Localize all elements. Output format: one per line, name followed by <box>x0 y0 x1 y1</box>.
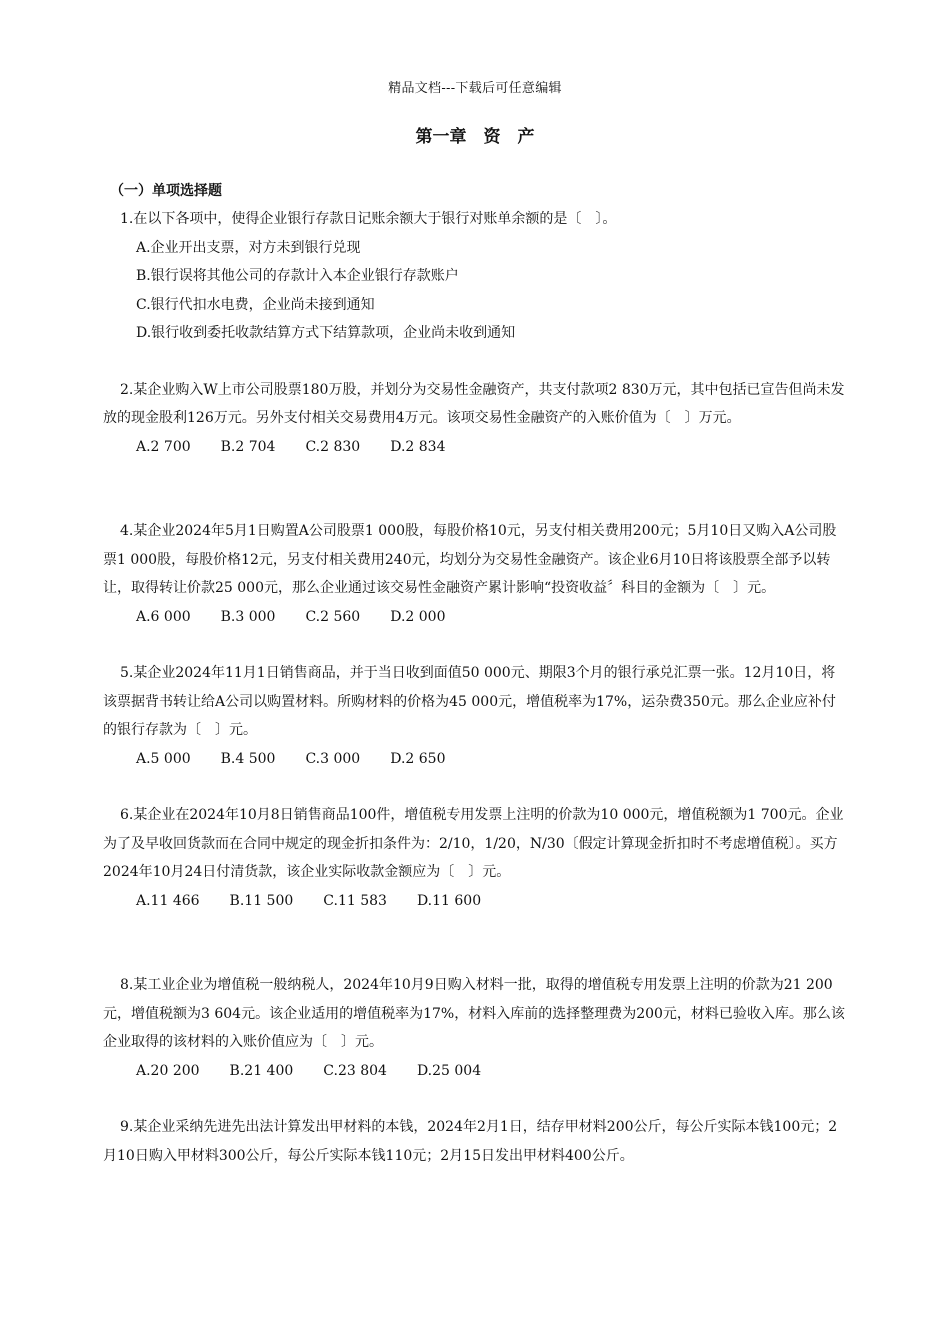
chapter-title: 第一章 资 产 <box>415 127 535 147</box>
question-stem: 4.某企业2024年5月1日购置A公司股票1 000股，每股价格10元，另支付相关费用200元；5月10日又购入A公司股票1 000股，每股价格12元，另支付相关费用240元，均划分为交易性金融资产。该企业6月10日将该股票全部予以转让，取得转让价款25 000元，那么企业通过该交易性金融资产累计影响“投资收益〞科目的金额为〔 〕元。 <box>103 523 837 596</box>
option-a: A.6 000 <box>136 608 191 625</box>
option-d: D.11 600 <box>416 892 482 909</box>
option-d: D.银行收到委托收款结算方式下结算款项，企业尚未收到通知 <box>136 325 516 341</box>
option-a: A.20 200 <box>136 1062 200 1079</box>
option-b: B.3 000 <box>220 608 276 625</box>
option-c: C.3 000 <box>305 750 361 767</box>
option-c: C.2 830 <box>305 438 361 455</box>
option-a: A.5 000 <box>136 750 191 767</box>
option-b: B.11 500 <box>229 892 294 909</box>
option-a: A.11 466 <box>136 892 200 909</box>
question-list <box>103 205 848 1170</box>
option-b: B.银行误将其他公司的存款计入本企业银行存款账户 <box>136 268 459 284</box>
option-d: D.2 834 <box>390 438 446 455</box>
question-stem: 9.某企业采纳先进先出法计算发出甲材料的本钱，2024年2月1日，结存甲材料200公斤，每公斤实际本钱100元；2月10日购入甲材料300公斤，每公斤实际本钱110元；2月15日发出甲材料400公斤。 <box>103 1119 838 1164</box>
options-row <box>103 1057 848 1086</box>
question-stem: 8.某工业企业为增值税一般纳税人，2024年10月9日购入材料一批，取得的增值税专用发票上注明的价款为21 200元，增值税额为3 604元。该企业适用的增值税率为17%，材料入库前的选择整理费为200元，材料已验收入库。那么该企业取得的该材料的入账价值应为〔 〕元。 <box>103 977 845 1050</box>
option-a: A.2 700 <box>136 438 191 455</box>
question-stem: 5.某企业2024年11月1日销售商品，并于当日收到面值50 000元、期限3个月的银行承兑汇票一张。12月10日，将该票据背书转让给A公司以购置材料。所购材料的价格为45 000元，增值税率为17%，运杂费350元。那么企业应补付的银行存款为〔 〕元。 <box>103 665 836 738</box>
option-b: B.4 500 <box>220 750 276 767</box>
question-stem: 6.某企业在2024年10月8日销售商品100件，增值税专用发票上注明的价款为10 000元，增值税额为1 700元。企业为了及早收回货款而在合同中规定的现金折扣条件为：2/10，1/20，N/30〔假定计算现金折扣时不考虑增值税〕。买方2024年10月24日付清货款，该企业实际收款金额应为〔 〕元。 <box>103 807 844 880</box>
option-d: D.2 650 <box>390 750 446 767</box>
option-a: A.企业开出支票，对方未到银行兑现 <box>136 239 361 256</box>
question-8 <box>103 971 848 1085</box>
option-c: C.11 583 <box>323 892 387 909</box>
option-d: D.2 000 <box>390 608 446 625</box>
option-c: C.2 560 <box>305 608 361 625</box>
options-row <box>103 603 848 632</box>
option-c: C.银行代扣水电费，企业尚未接到通知 <box>136 296 375 313</box>
question-stem: 2.某企业购入W上市公司股票180万股，并划分为交易性金融资产，共支付款项2 830万元，其中包括已宣告但尚未发放的现金股利126万元。另外支付相关交易费用4万元。该项交易性金融资产的入账价值为〔 〕万元。 <box>103 381 845 426</box>
question-4 <box>103 517 848 631</box>
question-6 <box>103 801 848 915</box>
question-1 <box>103 205 848 348</box>
question-2 <box>103 376 848 462</box>
option-c: C.23 804 <box>323 1062 387 1079</box>
options-row <box>103 745 848 774</box>
options-row <box>103 433 848 462</box>
section-title: （一）单项选择题 <box>110 183 222 199</box>
options-row <box>103 887 848 916</box>
question-9 <box>103 1113 848 1170</box>
option-b: B.2 704 <box>220 438 276 455</box>
option-b: B.21 400 <box>229 1062 294 1079</box>
question-stem: 1.在以下各项中，使得企业银行存款日记账余额大于银行对账单余额的是〔 〕。 <box>120 211 617 227</box>
option-d: D.25 004 <box>416 1062 482 1079</box>
question-5 <box>103 659 848 773</box>
page-header: 精品文档---下载后可任意编辑 <box>388 81 562 96</box>
